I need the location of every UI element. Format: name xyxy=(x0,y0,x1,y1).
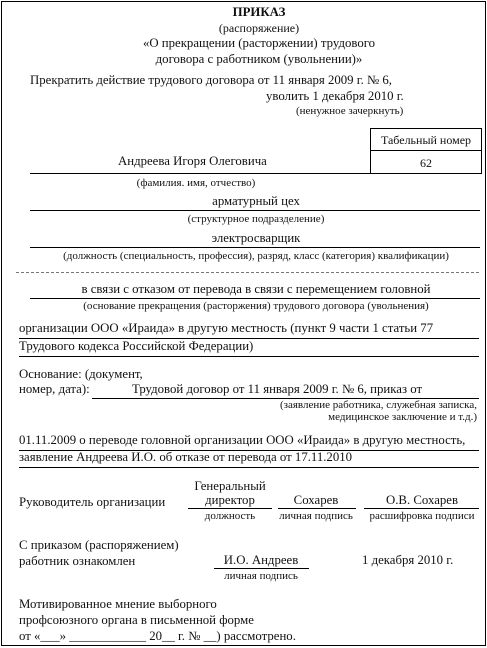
reason-line-2: организации ООО «Ираида» в другую местность (пункт 9 части 1 статьи 77 xyxy=(19,321,434,335)
basis-value-2: 01.11.2009 о переводе головной организации ООО «Ираида» в другую местность, xyxy=(19,433,466,447)
tab-number-label: Табельный номер xyxy=(380,133,472,147)
head-position-underline xyxy=(188,508,272,509)
ack-label-2: работник ознакомлен xyxy=(19,554,136,568)
department-value: арматурный цех xyxy=(212,194,300,208)
basis-value-3: заявление Андреева И.О. об отказе от перевода от 17.11.2010 xyxy=(19,450,353,464)
employee-name-caption: (фамилия. имя, отчество) xyxy=(136,177,256,189)
head-decoded-underline xyxy=(364,508,479,509)
head-decoded: О.В. Сохарев xyxy=(385,493,459,507)
terminate-line-1: Прекратить действие трудового договора от 11 января 2009 г. № 6, xyxy=(30,73,392,87)
employee-name: Андреева Игоря Олеговича xyxy=(118,154,267,168)
ack-date: 1 декабря 2010 г. xyxy=(362,553,454,567)
basis-label-2: номер, дата): xyxy=(19,382,90,396)
reason-line-3-underline xyxy=(19,356,479,357)
document-topic-line-1: «О прекращении (расторжении) трудового xyxy=(142,36,376,50)
head-signature-caption: личная подпись xyxy=(279,510,353,522)
ack-signature-underline xyxy=(214,568,309,569)
ack-signature-caption: личная подпись xyxy=(224,570,298,582)
document-subtitle: (распоряжение) xyxy=(218,21,300,35)
basis-label-1: Основание: (документ, xyxy=(19,367,143,381)
head-signature-underline xyxy=(278,508,356,509)
reason-line-3: Трудового кодекса Российской Федерации) xyxy=(19,339,254,353)
reason-line-1: в связи с отказом от перевода в связи с перемещением головной xyxy=(81,282,431,296)
separator-dashed xyxy=(16,272,479,273)
basis-caption-1: (заявление работника, служебная записка, xyxy=(279,399,477,411)
head-position-line-1: Генеральный xyxy=(194,479,266,493)
basis-caption-2: медицинское заключение и т.д.) xyxy=(328,411,477,423)
basis-value-3-underline xyxy=(19,467,479,468)
reason-caption: (основание прекращения (расторжения) трудового договора (увольнения) xyxy=(83,300,429,312)
position-value: электросварщик xyxy=(211,231,301,245)
terminate-line-2: уволить 1 декабря 2010 г. xyxy=(266,89,404,103)
ack-signature: И.О. Андреев xyxy=(223,553,299,567)
union-line-2: профсоюзного органа в письменной форме xyxy=(19,613,254,627)
union-line-1: Мотивированное мнение выборного xyxy=(19,597,217,611)
ack-label-1: С приказом (распоряжением) xyxy=(19,538,179,552)
head-label: Руководитель организации xyxy=(19,495,166,509)
document-topic-line-2: договора с работником (увольнении)» xyxy=(155,52,363,66)
position-underline xyxy=(30,247,480,248)
order-document xyxy=(1,1,486,646)
tab-number-divider xyxy=(370,150,482,151)
tab-number-value: 62 xyxy=(420,156,432,170)
department-caption: (структурное подразделение) xyxy=(187,213,325,225)
head-position-line-2: директор xyxy=(205,493,255,507)
union-line-3: от «___» ____________ 20__ г. № __) рассмотрено. xyxy=(19,629,296,643)
document-title: ПРИКАЗ xyxy=(232,5,286,19)
reason-line-1-underline xyxy=(30,298,480,299)
head-signature: Сохарев xyxy=(293,493,339,507)
head-position-caption: должность xyxy=(204,510,256,522)
terminate-note: (ненужное зачеркнуть) xyxy=(296,105,404,117)
department-underline xyxy=(30,210,480,211)
employee-name-underline xyxy=(30,173,370,174)
head-decoded-caption: расшифровка подписи xyxy=(369,510,475,522)
basis-value-1: Трудовой договор от 11 января 2009 г. № 6, приказ от xyxy=(132,382,423,396)
position-caption: (должность (специальность, профессия), разряд, класс (категория) квалификации) xyxy=(63,250,449,262)
